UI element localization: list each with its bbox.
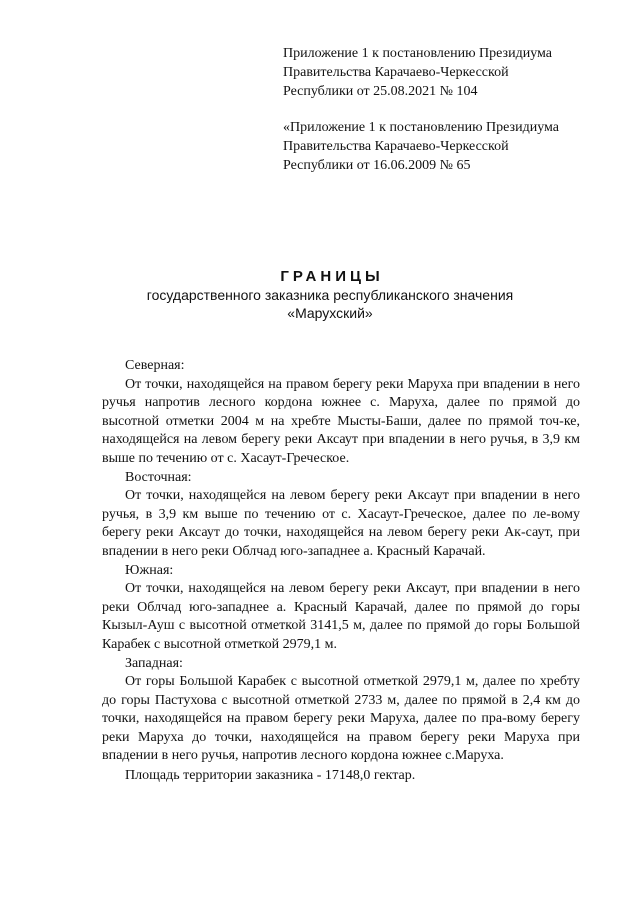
boundary-section-north (102, 357, 580, 469)
annex-line: Правительства Карачаево-Черкесской (283, 139, 509, 154)
document-title-block (60, 268, 600, 322)
document-subtitle-line2: «Марухский» (287, 305, 373, 321)
section-text: От точки, находящейся на левом берегу реки Аксаут при впадении в него ручья, в 3,9 км выше по течению от с. Хасаут-Греческое, далее по ле-вому берегу реки Аксаут до точки, находящейся на левом берегу реки Ак-саут, при впадении в него реки Облчад юго-западнее а. Красный Карачай. (102, 488, 580, 559)
section-text: От точки, находящейся на левом берегу реки Аксаут, при впадении в него реки Облчад юго-западнее а. Красный Карачай, далее по прямой до горы Кызыл-Ауш с высотной отметкой 3141,5 м, далее по прямой до горы Большой Карабек с высотной отметкой 2979,1 м. (102, 581, 580, 652)
document-subtitle-line1: государственного заказника республиканского значения (146, 287, 514, 303)
section-heading: Западная: (125, 655, 183, 671)
section-heading: Южная: (125, 562, 174, 578)
document-body (102, 357, 580, 786)
annex-reference-current (283, 44, 623, 101)
annex-line: Республики от 25.08.2021 № 104 (283, 84, 478, 99)
section-heading: Восточная: (125, 469, 192, 485)
section-text: От горы Большой Карабек с высотной отметкой 2979,1 м, далее по хребту до горы Пастухова с высотной отметкой 2733 м, далее по прямой в 2,4 км до точки, находящейся на правом берегу реки Маруха, далее по пра-вому берегу реки Маруха до точки, находящейся на правом берегу реки Маруха при впадении в него ручья, напротив лесного кордона южнее с.Маруха. (102, 674, 580, 764)
section-text: От точки, находящейся на правом берегу реки Маруха при впадении в него ручья напротив лесного кордона южнее с. Маруха, далее по прямой до высотной отметки 2004 м на хребте Мысты-Баши, далее по прямой точ-ке, находящейся на левом берегу реки Аксаут при впадении в него ручья, в 3,9 км выше по течению от с. Хасаут-Греческое. (102, 376, 580, 466)
annex-line: Правительства Карачаево-Черкесской (283, 65, 509, 80)
reserve-area-text: Площадь территории заказника - 17148,0 гектар. (125, 768, 416, 784)
document-title: ГРАНИЦЫ (280, 268, 384, 285)
boundary-section-south (102, 562, 580, 655)
annex-line: «Приложение 1 к постановлению Президиума (283, 120, 559, 135)
section-heading: Северная: (125, 358, 185, 373)
annex-line: Приложение 1 к постановлению Президиума (283, 46, 552, 61)
boundary-section-west (102, 655, 580, 767)
annex-reference-previous (283, 118, 623, 175)
boundary-section-east (102, 469, 580, 562)
annex-line: Республики от 16.06.2009 № 65 (283, 158, 471, 173)
